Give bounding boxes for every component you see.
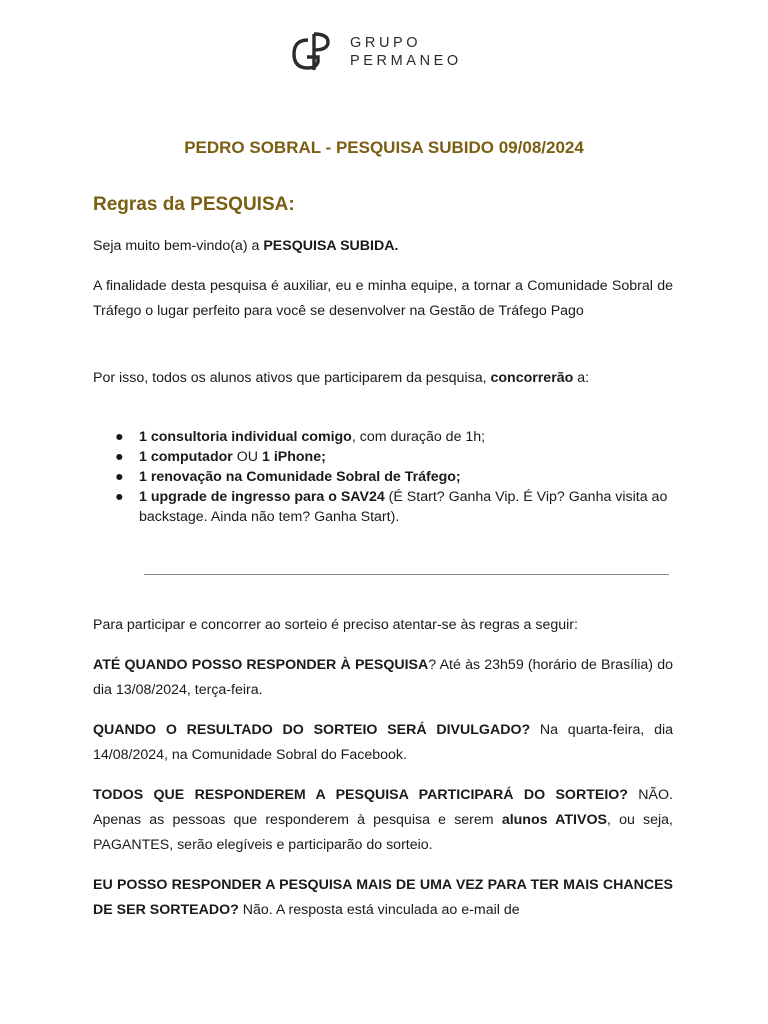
horizontal-divider	[144, 574, 669, 575]
welcome-paragraph: Seja muito bem-vindo(a) a PESQUISA SUBIDA.	[93, 238, 399, 254]
logo-line-2: PERMANEO	[350, 53, 462, 69]
faq-item: QUANDO O RESULTADO DO SORTEIO SERÁ DIVULGADO? Na quarta-feira, dia 14/08/2024, na Comunidade Sobral do Facebook.	[93, 722, 673, 763]
rules-heading: Regras da PESQUISA:	[93, 194, 295, 215]
faq-item: EU POSSO RESPONDER A PESQUISA MAIS DE UMA VEZ PARA TER MAIS CHANCES DE SER SORTEADO? Não. A resposta está vinculada ao e-mail de	[93, 877, 673, 918]
company-logo	[286, 30, 462, 74]
rules-intro-paragraph: Para participar e concorrer ao sorteio é preciso atentar-se às regras a seguir:	[93, 617, 578, 633]
list-item: ● 1 computador OU 1 iPhone;	[115, 449, 326, 465]
bullet-icon: ●	[115, 469, 124, 485]
bullet-icon: ●	[115, 489, 124, 505]
faq-item: ATÉ QUANDO POSSO RESPONDER À PESQUISA? Até às 23h59 (horário de Brasília) do dia 13/08/2024, terça-feira.	[93, 657, 673, 698]
compete-paragraph: Por isso, todos os alunos ativos que participarem da pesquisa, concorrerão a:	[93, 370, 590, 386]
grupo-permaneo-logo-icon	[286, 30, 336, 74]
document-title: PEDRO SOBRAL - PESQUISA SUBIDO 09/08/2024	[184, 138, 584, 157]
list-item: ● 1 upgrade de ingresso para o SAV24 (É Start? Ganha Vip. É Vip? Ganha visita ao backstage. Ainda não tem? Ganha Start).	[115, 489, 668, 525]
purpose-paragraph: A finalidade desta pesquisa é auxiliar, eu e minha equipe, a tornar a Comunidade Sobral de Tráfego o lugar perfeito para você se desenvolver na Gestão de Tráfego Pago	[93, 278, 673, 319]
prize-list	[93, 427, 673, 527]
bullet-icon: ●	[115, 429, 124, 445]
faq-item: TODOS QUE RESPONDEREM A PESQUISA PARTICIPARÁ DO SORTEIO? NÃO. Apenas as pessoas que responderem à pesquisa e serem alunos ATIVOS, ou seja, PAGANTES, serão elegíveis e participarão do sorteio.	[93, 787, 673, 853]
bullet-icon: ●	[115, 449, 124, 465]
logo-line-1: GRUPO	[350, 35, 422, 51]
list-item: ● 1 consultoria individual comigo, com duração de 1h;	[115, 429, 486, 445]
list-item: ● 1 renovação na Comunidade Sobral de Tráfego;	[115, 469, 461, 485]
